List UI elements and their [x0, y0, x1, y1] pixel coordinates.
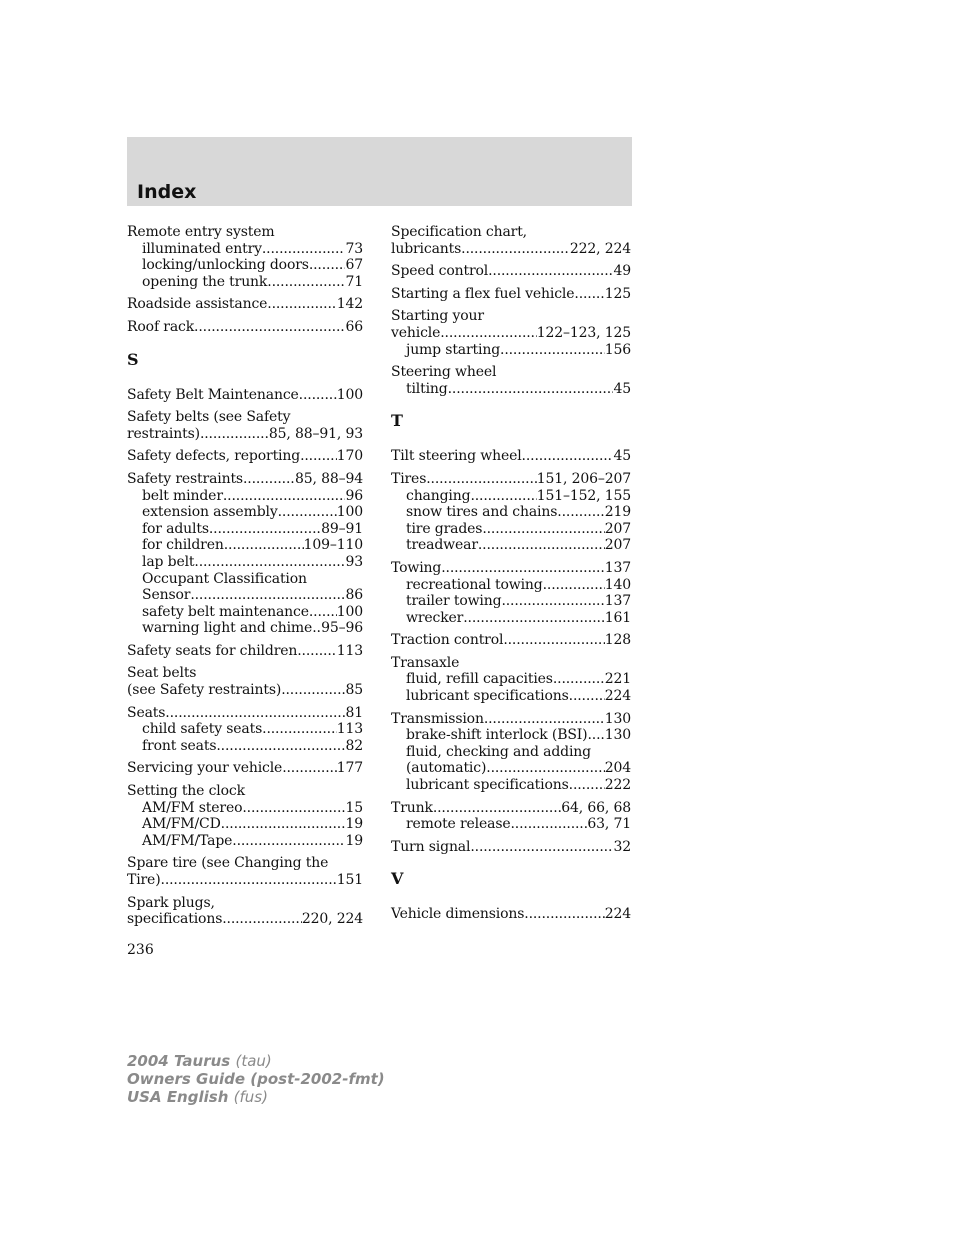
index-entry-line	[391, 906, 631, 923]
dot-leader	[478, 537, 605, 554]
index-entry	[127, 665, 363, 698]
dot-leader	[278, 504, 337, 521]
index-page-ref: 15	[345, 799, 363, 816]
index-page-ref: 142	[336, 296, 363, 313]
index-page-ref: 93	[345, 553, 363, 570]
index-page-ref: 130	[604, 710, 631, 727]
index-subentry-line	[391, 488, 631, 505]
index-page-ref: 224	[604, 688, 631, 705]
dot-leader	[281, 682, 345, 699]
index-term: Steering wheel	[391, 364, 497, 381]
index-term: AM/FM/Tape	[142, 832, 233, 849]
index-entry	[127, 783, 363, 849]
index-entry-line	[391, 364, 631, 381]
index-page-ref: 151–152, 155	[536, 487, 631, 504]
index-entry	[127, 448, 363, 465]
dot-leader	[224, 537, 304, 554]
index-term: lubricants	[391, 240, 462, 257]
footer-line-model	[127, 1052, 385, 1070]
index-page-ref: 73	[345, 240, 363, 257]
index-term: treadwear	[406, 537, 478, 554]
dot-leader	[543, 577, 605, 594]
dot-leader	[463, 610, 605, 627]
index-page-ref: 49	[613, 263, 631, 280]
index-subentry-line	[391, 610, 631, 627]
index-entry-line	[391, 241, 631, 258]
index-subentry-line	[391, 816, 631, 833]
index-subentry-line	[127, 488, 363, 505]
index-entry-line	[391, 560, 631, 577]
index-term: Roof rack	[127, 318, 195, 335]
index-term: wrecker	[406, 609, 464, 626]
footer-language-code: (fus)	[233, 1088, 268, 1106]
dot-leader	[441, 560, 604, 577]
index-term: fluid, checking and adding	[406, 743, 591, 760]
index-entry-line	[391, 263, 631, 280]
index-term: tilting	[406, 380, 448, 397]
index-subentry-line	[127, 241, 363, 258]
index-subentry-line	[127, 571, 363, 588]
dot-leader	[470, 488, 536, 505]
index-subentry-line	[127, 554, 363, 571]
index-page-ref: 122–123, 125	[536, 324, 631, 341]
dot-leader	[524, 906, 604, 923]
index-subentry-line	[127, 274, 363, 291]
index-page-ref: 100	[336, 603, 363, 620]
dot-leader	[461, 241, 570, 258]
index-page-ref: 85, 88–94	[295, 470, 363, 487]
index-entry	[127, 296, 363, 313]
index-subentry-line	[127, 816, 363, 833]
index-term: trailer towing	[406, 593, 502, 610]
dot-leader	[267, 274, 345, 291]
index-term: warning light and chime	[142, 620, 313, 637]
index-subentry-line	[127, 257, 363, 274]
index-entry-line	[127, 296, 363, 313]
index-term: Tires	[391, 470, 427, 487]
index-page-ref: 95–96	[321, 620, 363, 637]
index-subentry-line	[391, 744, 631, 761]
index-term: extension assembly	[142, 504, 278, 521]
index-entry	[391, 471, 631, 554]
index-term: Safety belts (see Safety	[127, 409, 291, 426]
index-term: front seats	[142, 737, 217, 754]
index-page-ref: 81	[345, 704, 363, 721]
index-term: fluid, refill capacities	[406, 671, 553, 688]
index-subentry-line	[127, 504, 363, 521]
index-entry	[391, 632, 631, 649]
dot-leader	[300, 448, 337, 465]
index-term: Safety restraints	[127, 470, 243, 487]
index-page-ref: 96	[345, 487, 363, 504]
index-term: Spare tire (see Changing the	[127, 855, 329, 872]
index-subentry-line	[127, 620, 363, 637]
index-entry-line	[127, 895, 363, 912]
index-entry-line	[391, 224, 631, 241]
index-entry	[127, 705, 363, 755]
dot-leader	[209, 521, 321, 538]
index-entry	[127, 471, 363, 637]
index-subentry-line	[391, 688, 631, 705]
index-page-ref: 130	[604, 727, 631, 744]
dot-leader	[161, 872, 337, 889]
index-term: Specification chart,	[391, 224, 527, 240]
index-page-ref: 67	[345, 257, 363, 274]
index-term: Roadside assistance	[127, 296, 268, 313]
index-entry	[127, 760, 363, 777]
index-term: Trunk	[391, 799, 433, 816]
dot-leader	[511, 816, 588, 833]
index-term: Transmission	[391, 710, 484, 727]
footer-language: USA English	[127, 1088, 229, 1106]
dot-leader	[440, 325, 536, 342]
index-entry-line	[127, 665, 363, 682]
index-subentry-line	[391, 381, 631, 398]
index-term: recreational towing	[406, 576, 543, 593]
index-term: Towing	[391, 559, 442, 576]
index-term: Tilt steering wheel	[391, 448, 522, 465]
index-page-ref: 86	[345, 587, 363, 604]
index-entry	[127, 643, 363, 660]
index-page-ref: 170	[336, 448, 363, 465]
index-term: remote release	[406, 816, 511, 833]
index-letter-heading: T	[391, 411, 403, 431]
index-subentry-line	[127, 721, 363, 738]
index-term: tire grades	[406, 520, 483, 537]
index-subentry-line	[391, 504, 631, 521]
index-term: safety belt maintenance	[142, 603, 309, 620]
index-page-ref: 222, 224	[569, 240, 631, 257]
index-page-ref: 207	[604, 520, 631, 537]
index-term: Remote entry system	[127, 224, 275, 240]
dot-leader	[309, 604, 337, 621]
index-page-ref: 151	[336, 872, 363, 888]
dot-leader	[553, 671, 605, 688]
index-term: Seats	[127, 704, 166, 721]
dot-leader	[262, 241, 346, 258]
index-page-ref: 137	[604, 593, 631, 610]
index-term: brake-shift interlock (BSI)	[406, 727, 588, 744]
dot-leader	[522, 448, 614, 465]
index-subentry-line	[391, 760, 631, 777]
index-subentry-line	[391, 777, 631, 794]
dot-leader	[262, 721, 337, 738]
index-term: Seat belts	[127, 665, 197, 682]
index-page-ref: 63, 71	[587, 816, 631, 833]
index-entry-line	[391, 286, 631, 303]
footer-line-guide	[127, 1070, 385, 1088]
footer-guide: Owners Guide (post-2002-fmt)	[127, 1070, 385, 1088]
index-entry-line	[127, 682, 363, 699]
index-page-ref: 219	[604, 504, 631, 521]
index-term: Turn signal	[391, 838, 471, 855]
index-subentry-line	[391, 342, 631, 359]
dot-leader	[165, 705, 345, 722]
dot-leader	[232, 833, 345, 850]
index-entry-line	[127, 705, 363, 722]
dot-leader	[267, 296, 336, 313]
section-header-bar	[127, 137, 632, 206]
index-entry	[391, 655, 631, 705]
dot-leader	[482, 521, 604, 538]
index-entry-line	[127, 855, 363, 872]
dot-leader	[574, 286, 604, 303]
index-term: lap belt	[142, 553, 195, 570]
index-term: Safety defects, reporting	[127, 448, 301, 465]
dot-leader	[569, 688, 605, 705]
index-term: Occupant Classification	[142, 570, 307, 587]
index-subentry-line	[127, 800, 363, 817]
index-entry	[391, 263, 631, 280]
dot-leader	[243, 471, 295, 488]
index-page-ref: 224	[604, 906, 631, 923]
index-entry-line	[127, 643, 363, 660]
index-term: jump starting	[406, 341, 501, 358]
index-entry-line	[127, 409, 363, 426]
footer-line-language	[127, 1088, 385, 1106]
index-letter-heading: V	[391, 869, 404, 889]
index-page-ref: 177	[336, 760, 363, 777]
index-entry-line	[391, 655, 631, 672]
index-page-ref: 220, 224	[301, 911, 363, 928]
index-entry-line	[127, 387, 363, 404]
index-term: AM/FM stereo	[142, 799, 243, 816]
index-term: child safety seats	[142, 721, 263, 738]
index-page-ref: 207	[604, 537, 631, 554]
index-page-ref: 64, 66, 68	[561, 799, 631, 816]
document-footer	[127, 1052, 385, 1106]
index-entry	[391, 839, 631, 856]
index-entry-line	[127, 760, 363, 777]
dot-leader	[433, 800, 561, 817]
index-page-ref: 45	[613, 380, 631, 397]
index-term: specifications	[127, 911, 223, 928]
index-page-ref: 113	[336, 642, 363, 659]
index-column-left	[127, 224, 363, 934]
index-entry-line	[127, 319, 363, 336]
dot-leader	[282, 760, 337, 777]
index-term: for adults	[142, 520, 209, 537]
index-entry	[391, 906, 631, 923]
dot-leader	[569, 777, 605, 794]
index-entry	[391, 364, 631, 397]
dot-leader	[484, 711, 605, 728]
index-entry	[391, 286, 631, 303]
index-term: Spark plugs,	[127, 894, 215, 911]
dot-leader	[588, 727, 605, 744]
dot-leader	[221, 816, 346, 833]
index-term: Sensor	[142, 587, 191, 604]
index-page-ref: 19	[345, 832, 363, 849]
index-subentry-line	[127, 521, 363, 538]
index-page-ref: 125	[604, 285, 631, 302]
index-term: Safety Belt Maintenance	[127, 386, 299, 403]
index-entry-line	[127, 783, 363, 800]
index-entry-line	[127, 426, 363, 443]
index-page-ref: 222	[604, 777, 631, 794]
index-subentry-line	[391, 671, 631, 688]
dot-leader	[297, 643, 336, 660]
dot-leader	[486, 760, 604, 777]
index-page-ref: 221	[604, 671, 631, 688]
footer-model: 2004 Taurus	[127, 1052, 231, 1070]
dot-leader	[194, 319, 345, 336]
index-term: Vehicle dimensions	[391, 906, 525, 923]
index-term: Servicing your vehicle	[127, 760, 283, 777]
index-term: Safety seats for children	[127, 642, 298, 659]
index-entry	[391, 800, 631, 833]
index-entry-line	[391, 839, 631, 856]
dot-leader	[503, 632, 604, 649]
index-page-ref: 128	[604, 632, 631, 649]
dot-leader	[470, 839, 613, 856]
index-page-ref: 161	[604, 609, 631, 626]
index-column-right	[391, 224, 631, 929]
index-term: Transaxle	[391, 654, 460, 671]
index-term: lubricant specifications	[406, 688, 569, 705]
index-entry-line	[391, 711, 631, 728]
index-entry	[391, 711, 631, 794]
index-entry-line	[391, 632, 631, 649]
dot-leader	[557, 504, 604, 521]
index-term: for children	[142, 537, 224, 554]
index-subentry-line	[391, 593, 631, 610]
page-number: 236	[127, 942, 154, 958]
index-term: Starting your	[391, 308, 484, 325]
index-term: Traction control	[391, 632, 504, 649]
index-entry-line	[127, 872, 363, 889]
index-entry	[127, 409, 363, 442]
index-term: opening the trunk	[142, 273, 268, 290]
index-subentry-line	[391, 577, 631, 594]
index-entry	[127, 895, 363, 928]
index-term: (see Safety restraints)	[127, 682, 282, 699]
dot-leader	[216, 738, 345, 755]
index-page-ref: 137	[604, 559, 631, 576]
index-subentry-line	[127, 833, 363, 850]
index-entry-line	[127, 911, 363, 928]
index-term: Speed control	[391, 263, 489, 280]
index-entry	[391, 308, 631, 358]
index-entry-line	[391, 800, 631, 817]
index-subentry-line	[127, 604, 363, 621]
dot-leader	[223, 488, 346, 505]
index-page-ref: 89–91	[321, 520, 363, 537]
index-page-ref: 140	[604, 576, 631, 593]
dot-leader	[309, 257, 346, 274]
index-entry-line	[127, 471, 363, 488]
dot-leader	[194, 554, 345, 571]
section-title: Index	[137, 181, 197, 203]
index-subentry-line	[127, 587, 363, 604]
index-entry-line	[391, 325, 631, 342]
index-page-ref: 85, 88–91, 93	[268, 425, 363, 442]
index-term: belt minder	[142, 487, 223, 504]
index-page-ref: 100	[336, 504, 363, 521]
index-term: (automatic)	[406, 760, 487, 777]
dot-leader	[312, 620, 321, 637]
dot-leader	[501, 593, 604, 610]
index-term: changing	[406, 487, 471, 504]
index-entry-line	[391, 471, 631, 488]
dot-leader	[242, 800, 345, 817]
index-page-ref: 204	[604, 760, 631, 777]
index-letter-heading: S	[127, 349, 139, 369]
index-term: illuminated entry	[142, 240, 262, 257]
dot-leader	[222, 911, 302, 928]
index-term: Tire)	[127, 872, 161, 888]
index-page-ref: 71	[345, 273, 363, 290]
index-entry-line	[391, 308, 631, 325]
index-entry	[391, 224, 631, 257]
index-entry-line	[391, 448, 631, 465]
index-term: Setting the clock	[127, 783, 245, 800]
dot-leader	[190, 587, 345, 604]
dot-leader	[448, 381, 614, 398]
dot-leader	[500, 342, 605, 359]
index-page-ref: 66	[345, 318, 363, 335]
dot-leader	[488, 263, 613, 280]
index-entry	[127, 855, 363, 888]
index-entry	[391, 448, 631, 465]
index-page-ref: 32	[613, 838, 631, 855]
index-term: snow tires and chains	[406, 504, 558, 521]
index-subentry-line	[391, 521, 631, 538]
index-term: lubricant specifications	[406, 777, 569, 794]
index-entry	[127, 224, 363, 290]
index-entry	[391, 560, 631, 626]
dot-leader	[299, 387, 337, 404]
index-subentry-line	[391, 537, 631, 554]
index-page-ref: 100	[336, 386, 363, 403]
index-entry	[127, 387, 363, 404]
index-term: Starting a flex fuel vehicle	[391, 285, 575, 302]
dot-leader	[200, 426, 269, 443]
index-page-ref: 45	[613, 448, 631, 465]
index-subentry-line	[127, 738, 363, 755]
index-subentry-line	[391, 727, 631, 744]
index-entry-line	[127, 224, 363, 241]
index-page-ref: 85	[345, 682, 363, 699]
index-term: locking/unlocking doors	[142, 257, 309, 274]
index-page-ref: 82	[345, 737, 363, 754]
index-entry	[127, 319, 363, 336]
index-term: restraints)	[127, 425, 200, 442]
footer-model-code: (tau)	[235, 1052, 272, 1070]
index-page-ref: 109–110	[303, 537, 363, 554]
index-term: vehicle	[391, 324, 441, 341]
index-page-ref: 113	[336, 721, 363, 738]
index-subentry-line	[127, 537, 363, 554]
index-entry-line	[127, 448, 363, 465]
dot-leader	[426, 471, 537, 488]
index-term: AM/FM/CD	[142, 816, 221, 833]
index-page-ref: 156	[604, 341, 631, 358]
index-page-ref: 19	[345, 816, 363, 833]
index-page-ref: 151, 206–207	[536, 470, 631, 487]
